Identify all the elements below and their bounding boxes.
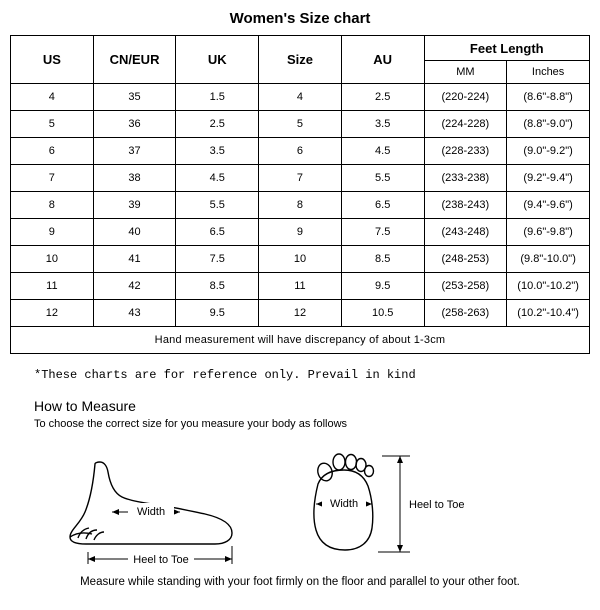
column-header-size: Size: [259, 36, 342, 84]
table-row: [11, 84, 590, 111]
size-chart-page: [0, 10, 600, 610]
cell-cn-eur: 36: [93, 111, 176, 138]
cell-inches: (10.0"-10.2"): [507, 273, 590, 300]
side-view-length-label: Heel to Toe: [133, 554, 189, 566]
column-header-cn-eur: CN/EUR: [93, 36, 176, 84]
cell-inches: (8.6"-8.8"): [507, 84, 590, 111]
column-header-uk: UK: [176, 36, 259, 84]
table-header-row-1: [11, 36, 590, 61]
cell-cn-eur: 40: [93, 219, 176, 246]
cell-size: 11: [259, 273, 342, 300]
cell-size: 5: [259, 111, 342, 138]
cell-us: 5: [11, 111, 94, 138]
cell-us: 7: [11, 165, 94, 192]
cell-mm: (238-243): [424, 192, 507, 219]
cell-uk: 3.5: [176, 138, 259, 165]
table-row: [11, 192, 590, 219]
cell-mm: (224-228): [424, 111, 507, 138]
table-row: [11, 300, 590, 327]
cell-au: 6.5: [341, 192, 424, 219]
table-row: [11, 246, 590, 273]
cell-size: 9: [259, 219, 342, 246]
cell-uk: 4.5: [176, 165, 259, 192]
measure-footer-note: Measure while standing with your foot firmly on the floor and parallel to your other foot.: [80, 576, 520, 588]
cell-us: 8: [11, 192, 94, 219]
top-view-length-label: Heel to Toe: [409, 499, 465, 511]
column-header-feet-length: Feet Length: [424, 36, 589, 61]
page-title: Women's Size chart: [229, 10, 371, 27]
cell-au: 4.5: [341, 138, 424, 165]
cell-cn-eur: 35: [93, 84, 176, 111]
foot-measurement-svg: [0, 434, 600, 574]
cell-uk: 6.5: [176, 219, 259, 246]
cell-inches: (9.8"-10.0"): [507, 246, 590, 273]
table-row: [11, 165, 590, 192]
cell-us: 9: [11, 219, 94, 246]
table-head: [11, 36, 590, 84]
cell-uk: 1.5: [176, 84, 259, 111]
cell-au: 7.5: [341, 219, 424, 246]
table-note-row: [11, 327, 590, 354]
cell-mm: (253-258): [424, 273, 507, 300]
cell-cn-eur: 43: [93, 300, 176, 327]
cell-inches: (9.2"-9.4"): [507, 165, 590, 192]
table-row: [11, 111, 590, 138]
cell-cn-eur: 42: [93, 273, 176, 300]
measurement-discrepancy-note: Hand measurement will have discrepancy of about 1-3cm: [11, 327, 590, 354]
column-header-au: AU: [341, 36, 424, 84]
column-header-us: US: [11, 36, 94, 84]
cell-mm: (258-263): [424, 300, 507, 327]
cell-cn-eur: 37: [93, 138, 176, 165]
cell-au: 2.5: [341, 84, 424, 111]
cell-mm: (228-233): [424, 138, 507, 165]
cell-uk: 2.5: [176, 111, 259, 138]
cell-uk: 8.5: [176, 273, 259, 300]
table-row: [11, 273, 590, 300]
cell-inches: (9.0"-9.2"): [507, 138, 590, 165]
table-body: [11, 84, 590, 354]
cell-cn-eur: 38: [93, 165, 176, 192]
cell-size: 12: [259, 300, 342, 327]
cell-us: 6: [11, 138, 94, 165]
column-header-mm: MM: [424, 61, 507, 84]
cell-size: 10: [259, 246, 342, 273]
cell-au: 10.5: [341, 300, 424, 327]
cell-au: 8.5: [341, 246, 424, 273]
cell-inches: (9.6"-9.8"): [507, 219, 590, 246]
cell-au: 9.5: [341, 273, 424, 300]
cell-us: 12: [11, 300, 94, 327]
size-chart-table: [10, 35, 590, 354]
cell-cn-eur: 41: [93, 246, 176, 273]
cell-size: 6: [259, 138, 342, 165]
cell-uk: 9.5: [176, 300, 259, 327]
measurement-diagram: [0, 434, 600, 574]
cell-us: 4: [11, 84, 94, 111]
cell-us: 10: [11, 246, 94, 273]
cell-uk: 7.5: [176, 246, 259, 273]
table-row: [11, 219, 590, 246]
how-to-measure-subheading: To choose the correct size for you measure your body as follows: [34, 418, 348, 430]
side-view-width-label: Width: [136, 506, 166, 518]
cell-inches: (10.2"-10.4"): [507, 300, 590, 327]
cell-mm: (233-238): [424, 165, 507, 192]
cell-size: 8: [259, 192, 342, 219]
cell-cn-eur: 39: [93, 192, 176, 219]
cell-mm: (220-224): [424, 84, 507, 111]
column-header-inches: Inches: [507, 61, 590, 84]
cell-inches: (8.8"-9.0"): [507, 111, 590, 138]
cell-mm: (248-253): [424, 246, 507, 273]
cell-size: 4: [259, 84, 342, 111]
reference-only-note: *These charts are for reference only. Prevail in kind: [34, 368, 416, 382]
cell-size: 7: [259, 165, 342, 192]
cell-mm: (243-248): [424, 219, 507, 246]
table-row: [11, 138, 590, 165]
top-view-width-label: Width: [329, 498, 359, 510]
cell-uk: 5.5: [176, 192, 259, 219]
cell-us: 11: [11, 273, 94, 300]
cell-au: 5.5: [341, 165, 424, 192]
cell-inches: (9.4"-9.6"): [507, 192, 590, 219]
cell-au: 3.5: [341, 111, 424, 138]
how-to-measure-heading: How to Measure: [34, 398, 136, 414]
